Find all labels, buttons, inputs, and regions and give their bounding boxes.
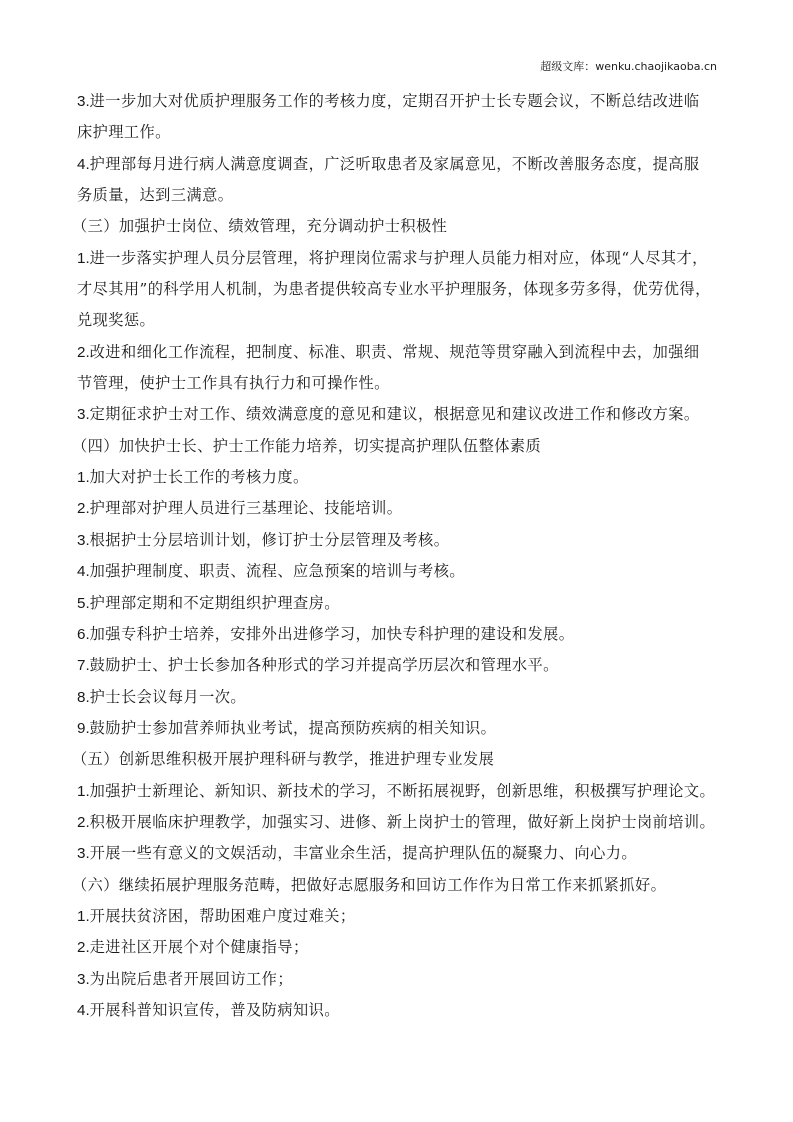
line-text: 加强护理制度、职责、流程、应急预案的培训与考核。 bbox=[89, 562, 465, 581]
line-text: 根据护士分层培训计划，修订护士分层管理及考核。 bbox=[89, 530, 450, 549]
line-text: 节管理，使护士工作具有执行力和可操作性。 bbox=[77, 374, 390, 393]
item-number: 2. bbox=[77, 343, 90, 361]
paragraph-line bbox=[77, 368, 719, 399]
paragraph-line bbox=[77, 180, 719, 211]
section-heading bbox=[72, 431, 719, 462]
paragraph-line bbox=[77, 117, 719, 148]
paragraph-line bbox=[77, 776, 719, 807]
line-text: 护理部每月进行病人满意度调查，广泛听取患者及家属意见，不断改善服务态度，提高服 bbox=[89, 154, 700, 173]
heading-text: （五）创新思维积极开展护理科研与教学，推进护理专业发展 bbox=[72, 750, 495, 769]
line-text: 进一步落实护理人员分层管理，将护理岗位需求与护理人员能力相对应，体现“人尽其才， bbox=[89, 248, 708, 267]
item-number: 4. bbox=[77, 563, 90, 581]
paragraph-line bbox=[77, 807, 719, 838]
item-number: 4. bbox=[77, 1001, 90, 1019]
line-text: 护理部定期和不定期组织护理查房。 bbox=[89, 593, 340, 612]
item-number: 1. bbox=[77, 907, 90, 925]
line-text: 才尽其用”的科学用人机制，为患者提供较高专业水平护理服务，体现多劳多得，优劳优得， bbox=[77, 280, 711, 299]
item-number: 3. bbox=[77, 531, 90, 549]
heading-text: （三）加强护士岗位、绩效管理，充分调动护士积极性 bbox=[72, 217, 448, 236]
line-text: 鼓励护士、护士长参加各种形式的学习并提高学历层次和管理水平。 bbox=[89, 656, 559, 675]
line-text: 开展科普知识宣传，普及防病知识。 bbox=[89, 1000, 340, 1019]
header-watermark: 超级文库：wenku.chaojikaoba.cn bbox=[540, 60, 717, 73]
line-text: 开展一些有意义的文娱活动，丰富业余生活，提高护理队伍的凝聚力、向心力。 bbox=[89, 844, 637, 863]
section-heading bbox=[72, 870, 719, 901]
paragraph-line bbox=[77, 86, 719, 117]
item-number: 3. bbox=[77, 93, 90, 110]
heading-text: （四）加快护士长、护士工作能力培养，切实提高护理队伍整体素质 bbox=[72, 436, 542, 455]
line-text: 定期征求护士对工作、绩效满意度的意见和建议，根据意见和建议改进工作和修改方案。 bbox=[89, 405, 700, 424]
paragraph-line bbox=[77, 838, 719, 869]
paragraph-line bbox=[77, 682, 719, 713]
item-number: 1. bbox=[77, 249, 90, 267]
line-text: 兑现奖惩。 bbox=[77, 311, 156, 330]
line-text: 为出院后患者开展回访工作； bbox=[89, 969, 293, 988]
paragraph-line bbox=[77, 525, 719, 556]
item-number: 5. bbox=[77, 594, 90, 612]
line-text: 加强护士新理论、新知识、新技术的学习，不断拓展视野，创新思维，积极撰写护理论文。 bbox=[89, 781, 716, 800]
item-number: 3. bbox=[77, 970, 90, 988]
paragraph-line bbox=[77, 493, 719, 524]
paragraph-line bbox=[77, 932, 719, 963]
paragraph-line bbox=[77, 399, 719, 430]
paragraph-line bbox=[77, 619, 719, 650]
heading-text: （六）继续拓展护理服务范畴，把做好志愿服务和回访工作作为日常工作来抓紧抓好。 bbox=[72, 875, 667, 894]
section-heading bbox=[72, 211, 719, 242]
document-body bbox=[72, 86, 719, 1026]
section-heading bbox=[72, 744, 719, 775]
item-number: 7. bbox=[77, 657, 90, 675]
item-number: 1. bbox=[77, 469, 90, 487]
paragraph-line bbox=[77, 305, 719, 336]
item-number: 1. bbox=[77, 782, 90, 800]
item-number: 8. bbox=[77, 688, 90, 706]
paragraph-line bbox=[77, 901, 719, 932]
item-number: 3. bbox=[77, 406, 90, 424]
item-number: 2. bbox=[77, 500, 90, 518]
paragraph-line bbox=[77, 462, 719, 493]
line-text: 鼓励护士参加营养师执业考试，提高预防疾病的相关知识。 bbox=[89, 718, 497, 737]
item-number: 4. bbox=[77, 155, 90, 173]
line-text: 护理部对护理人员进行三基理论、技能培训。 bbox=[89, 499, 403, 518]
line-text: 积极开展临床护理教学，加强实习、进修、新上岗护士的管理，做好新上岗护士岗前培训。 bbox=[89, 812, 716, 831]
line-text: 务质量，达到三满意。 bbox=[77, 186, 234, 205]
item-number: 2. bbox=[77, 813, 90, 831]
line-text: 改进和细化工作流程，把制度、标准、职责、常规、规范等贯穿融入到流程中去，加强细 bbox=[89, 342, 700, 361]
paragraph-line bbox=[77, 964, 719, 995]
paragraph-line bbox=[77, 995, 719, 1026]
paragraph-line bbox=[77, 588, 719, 619]
item-number: 6. bbox=[77, 625, 90, 643]
line-text: 加大对护士长工作的考核力度。 bbox=[89, 468, 309, 487]
paragraph-line bbox=[77, 650, 719, 681]
item-number: 3. bbox=[77, 845, 90, 863]
line-text: 开展扶贫济困，帮助困难户度过难关； bbox=[89, 906, 356, 925]
paragraph-line bbox=[77, 713, 719, 744]
paragraph-line bbox=[77, 556, 719, 587]
paragraph-line bbox=[77, 337, 719, 368]
line-text: 进一步加大对优质护理服务工作的考核力度，定期召开护士长专题会议，不断总结改进临 bbox=[89, 92, 700, 110]
paragraph-line bbox=[77, 274, 719, 305]
paragraph-line bbox=[77, 243, 719, 274]
paragraph-line bbox=[77, 149, 719, 180]
line-text: 护士长会议每月一次。 bbox=[89, 687, 247, 706]
item-number: 9. bbox=[77, 719, 90, 737]
line-text: 床护理工作。 bbox=[77, 123, 171, 142]
item-number: 2. bbox=[77, 939, 90, 957]
line-text: 走进社区开展个对个健康指导； bbox=[89, 938, 309, 957]
line-text: 加强专科护士培养，安排外出进修学习，加快专科护理的建设和发展。 bbox=[89, 624, 575, 643]
